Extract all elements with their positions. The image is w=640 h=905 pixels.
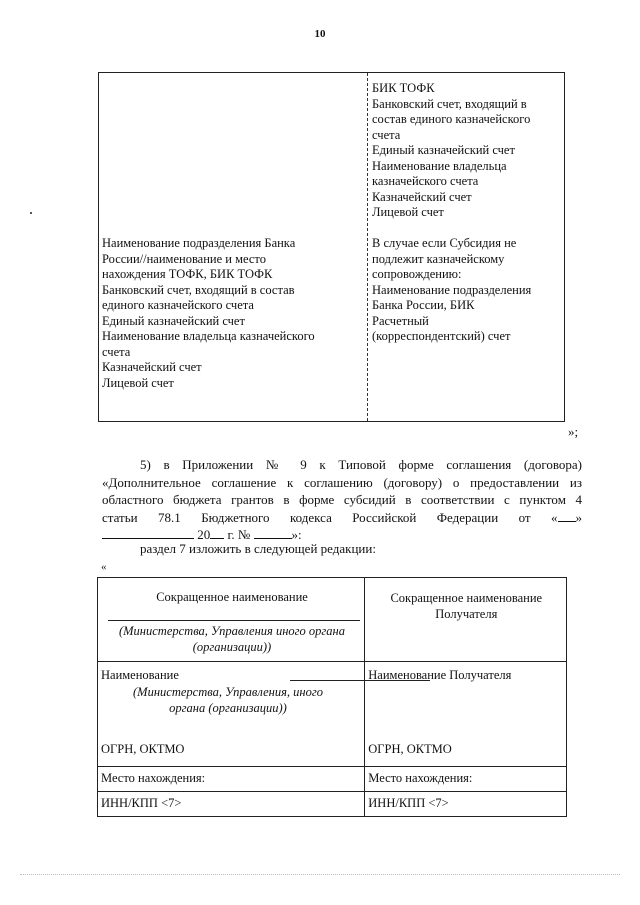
paragraph-text: » bbox=[575, 509, 582, 525]
cell-line: В случае если Субсидия не bbox=[372, 236, 517, 250]
cell-line: казначейского счета bbox=[372, 174, 479, 188]
cell-line: (корреспондентский) счет bbox=[372, 329, 511, 343]
name-left-subtitle: (Министерства, Управления, иного органа (организации)) bbox=[133, 685, 323, 715]
year-prefix: 20 bbox=[197, 527, 211, 542]
paragraph-line bbox=[102, 456, 582, 474]
cell-line: нахождения ТОФК, БИК ТОФК bbox=[102, 267, 273, 281]
cell-line: Расчетный bbox=[372, 313, 429, 328]
paragraph-text: »: bbox=[291, 527, 302, 542]
inn-left: ИНН/КПП <7> bbox=[101, 796, 182, 810]
location-left-cell bbox=[98, 767, 365, 792]
cell-line: состав единого казначейского bbox=[372, 112, 531, 126]
ogrn-left: ОГРН, ОКТМО bbox=[101, 742, 185, 756]
paragraph-text: 5) в Приложении № 9 к Типовой форме соглашения (договора) bbox=[140, 457, 582, 472]
number-label: г. № bbox=[227, 527, 251, 542]
number-blank bbox=[254, 526, 292, 539]
page-number: 10 bbox=[314, 28, 326, 40]
header-left-cell bbox=[98, 578, 365, 662]
paragraph-text: статьи 78.1 Бюджетного кодекса Российской Федерации от « bbox=[102, 509, 558, 525]
instruction-text: раздел 7 изложить в следующей редакции: bbox=[140, 541, 376, 556]
cell-line: счета bbox=[102, 344, 131, 359]
inn-right: ИНН/КПП <7> bbox=[368, 796, 449, 810]
month-blank bbox=[102, 526, 194, 539]
location-right: Место нахождения: bbox=[368, 771, 473, 785]
cell-line: Единый казначейский счет bbox=[372, 143, 515, 157]
year-blank bbox=[210, 526, 224, 539]
cell-line: Казначейский счет bbox=[372, 189, 472, 204]
header-right-title: Сокращенное наименование Получателя bbox=[390, 591, 543, 621]
paragraph-line: областного бюджета грантов в форме субсидий в соответствии с пунктом 4 bbox=[102, 492, 582, 507]
inn-right-cell bbox=[365, 792, 567, 817]
cell-line: БИК ТОФК bbox=[372, 81, 435, 95]
margin-speck bbox=[30, 212, 32, 214]
cell-line: Банковский счет, входящий в состав bbox=[102, 282, 295, 297]
left-bottom-cell bbox=[102, 236, 315, 391]
cell-line: сопровождению: bbox=[372, 267, 462, 281]
header-left-subtitle: (Министерства, Управления иного органа (организации)) bbox=[118, 624, 346, 654]
closing-quote: »; bbox=[568, 424, 579, 439]
cell-line: Банка России, БИК bbox=[372, 298, 475, 312]
inn-left-cell bbox=[98, 792, 365, 817]
cell-line: Единый казначейский счет bbox=[102, 313, 245, 328]
amendment-paragraph bbox=[102, 456, 582, 544]
scan-footer-noise bbox=[20, 874, 620, 875]
name-left-cell bbox=[98, 662, 365, 767]
location-right-cell bbox=[365, 767, 567, 792]
cell-line: единого казначейского счета bbox=[102, 298, 254, 312]
cell-line: Наименование подразделения bbox=[372, 282, 532, 297]
cell-line: России//наименование и место bbox=[102, 251, 266, 266]
right-top-cell bbox=[372, 81, 530, 221]
ogrn-right: ОГРН, ОКТМО bbox=[368, 742, 452, 756]
cell-line: счета bbox=[372, 127, 401, 142]
cell-line: Лицевой счет bbox=[102, 375, 174, 390]
paragraph-line: «Дополнительное соглашение к соглашению (договору) о предоставлении из bbox=[102, 474, 582, 490]
opening-quote: « bbox=[101, 561, 107, 573]
name-left-label: Наименование bbox=[101, 668, 179, 682]
cell-line: Наименование владельца казначейского bbox=[102, 329, 315, 343]
right-bottom-cell bbox=[372, 236, 531, 345]
column-divider bbox=[367, 73, 368, 421]
cell-line: Казначейский счет bbox=[102, 360, 202, 374]
cell-line: Наименование владельца bbox=[372, 158, 507, 173]
header-right-cell bbox=[365, 578, 567, 662]
cell-line: Лицевой счет bbox=[372, 205, 444, 219]
signature-rule bbox=[108, 620, 360, 621]
cell-line: подлежит казначейскому bbox=[372, 251, 505, 266]
location-left: Место нахождения: bbox=[101, 771, 206, 785]
name-right-cell bbox=[365, 662, 567, 767]
header-left-title: Сокращенное наименование bbox=[156, 590, 308, 604]
bank-details-table bbox=[98, 72, 565, 422]
day-blank bbox=[558, 509, 576, 522]
name-right-label: Наименование Получателя bbox=[368, 668, 512, 682]
parties-table bbox=[97, 577, 567, 817]
cell-line: Наименование подразделения Банка bbox=[102, 236, 296, 250]
cell-line: Банковский счет, входящий в bbox=[372, 96, 527, 111]
paragraph-line bbox=[102, 509, 582, 527]
